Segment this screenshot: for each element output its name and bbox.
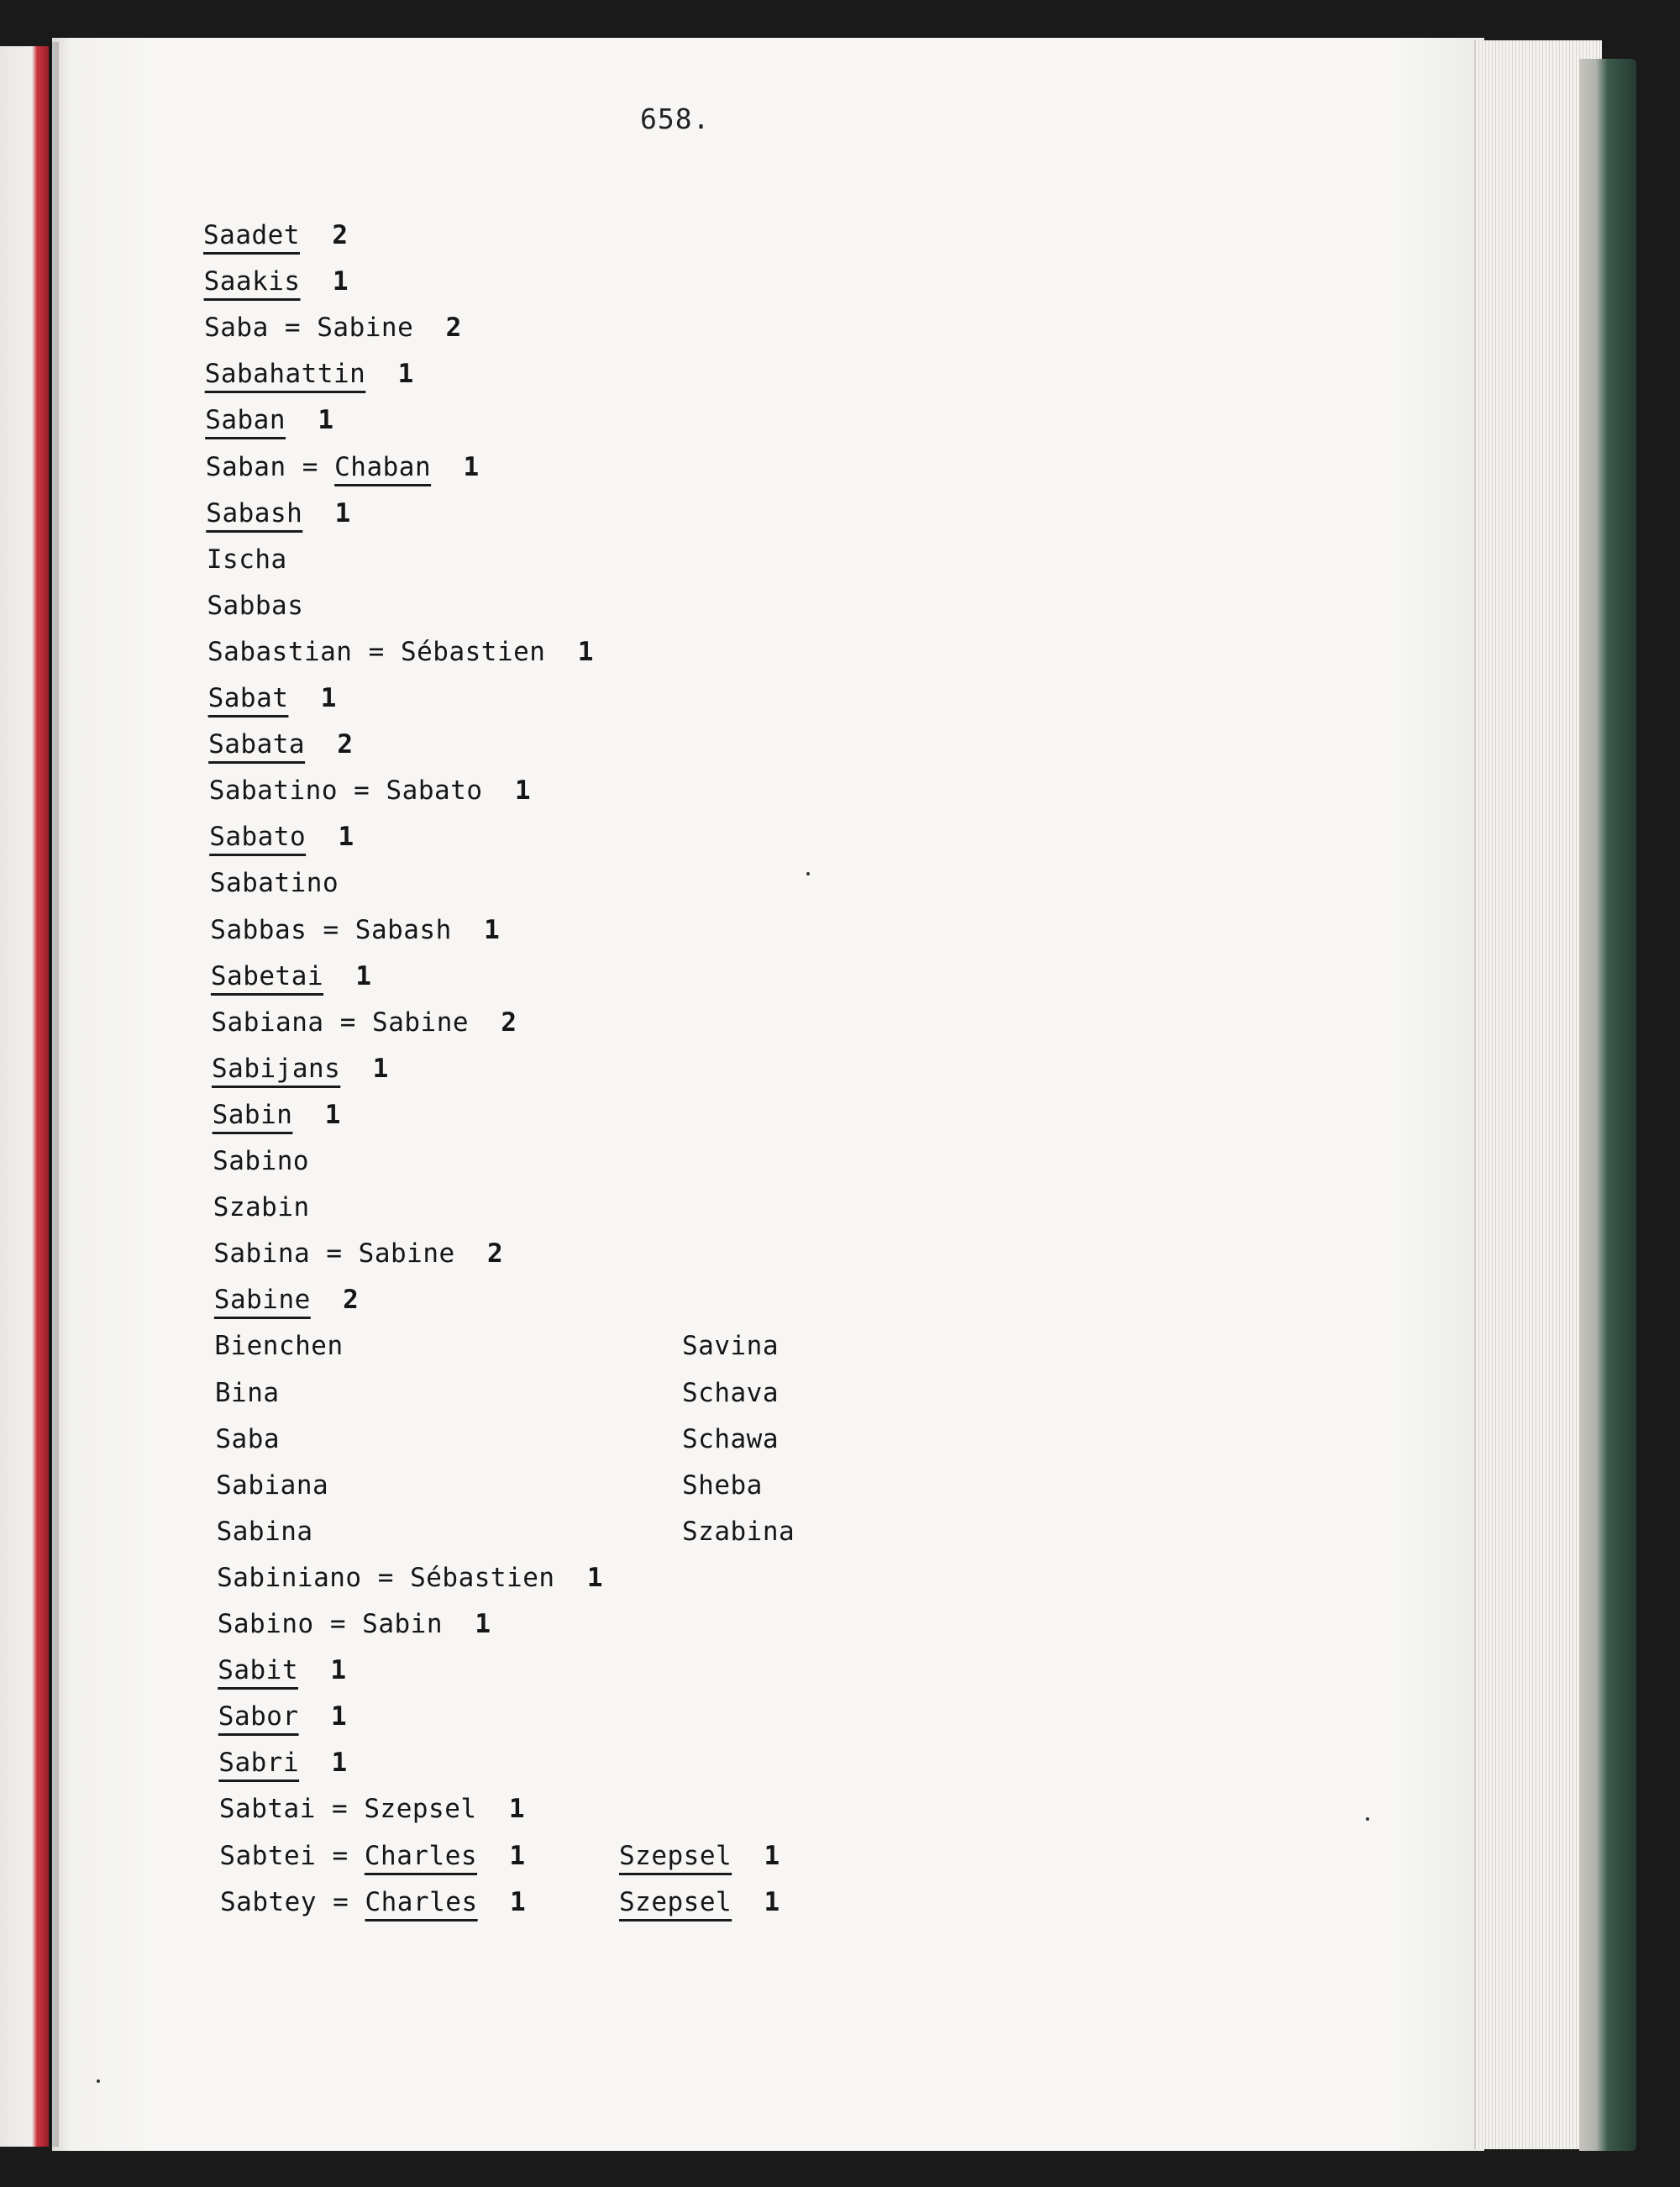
spacer <box>545 637 577 667</box>
index-entry <box>206 498 350 528</box>
occurrence-count: 1 <box>764 1886 780 1917</box>
occurrence-count: 1 <box>484 914 501 945</box>
spacer <box>443 1609 475 1639</box>
spacer <box>732 1887 764 1917</box>
occurrence-count: 1 <box>509 1840 526 1871</box>
occurrence-count: 2 <box>501 1007 517 1038</box>
equals-sign: = <box>310 1238 359 1270</box>
index-entry <box>214 1285 359 1315</box>
entry-name: Sabiana <box>216 1469 329 1501</box>
paper-page <box>52 38 1484 2151</box>
occurrence-count: 1 <box>320 683 337 713</box>
index-entry <box>210 915 500 945</box>
occurrence-count: 1 <box>334 497 351 528</box>
entry-name: Sabine <box>213 1285 311 1316</box>
index-entry <box>213 1146 309 1176</box>
entry-name: Sabato <box>209 822 307 853</box>
equals-sign: = <box>268 313 318 344</box>
occurrence-count: 2 <box>332 220 349 250</box>
index-entry <box>214 1331 343 1361</box>
index-entry <box>218 1701 347 1732</box>
equivalent-name: Sébastien <box>400 636 546 667</box>
entry-name: Sabahattin <box>204 359 366 390</box>
entry-name: Sabtey <box>220 1886 317 1917</box>
variant-name-right-column: Savina <box>682 1331 779 1362</box>
entry-name: Sabata <box>208 729 306 760</box>
occurrence-count: 1 <box>397 359 414 390</box>
entry-name: Sabtai <box>218 1794 316 1825</box>
spacer <box>298 1655 330 1685</box>
paper-speck <box>97 2079 100 2083</box>
spacer <box>431 452 463 482</box>
index-entry <box>207 637 594 667</box>
occurrence-count: 1 <box>764 1840 780 1871</box>
equivalent-name: Sabash <box>354 914 452 945</box>
index-entry <box>207 544 287 575</box>
spacer <box>340 1054 372 1084</box>
occurrence-count: 1 <box>475 1609 491 1639</box>
occurrence-count: 1 <box>324 1099 341 1130</box>
occurrence-count: 1 <box>338 822 354 853</box>
equivalent-name: Sabine <box>358 1238 455 1270</box>
occurrence-count: 2 <box>343 1285 360 1316</box>
spacer <box>452 915 484 945</box>
book-cover-edge <box>1579 59 1636 2151</box>
index-entry <box>211 1007 517 1038</box>
entry-name: Sabbas <box>207 590 304 621</box>
equals-sign: = <box>316 1840 365 1871</box>
occurrence-count: 1 <box>514 775 531 807</box>
occurrence-count: 1 <box>463 451 480 482</box>
entry-name: Sabijans <box>212 1053 341 1084</box>
equals-sign: = <box>313 1609 363 1639</box>
alternate-name: Szepsel <box>619 1886 732 1917</box>
paper-speck <box>806 872 810 875</box>
occurrence-count: 1 <box>331 1748 348 1779</box>
index-entry <box>205 405 333 435</box>
spacer <box>305 729 337 760</box>
spacer <box>286 405 318 435</box>
index-entry <box>209 822 354 852</box>
index-entry <box>218 1655 346 1685</box>
entry-name: Sabina <box>216 1516 313 1547</box>
entry-name: Sabat <box>207 683 289 713</box>
spacer <box>299 1748 331 1778</box>
occurrence-count: 1 <box>372 1053 389 1084</box>
entry-name: Sabino <box>217 1609 314 1639</box>
index-entry <box>217 1517 313 1547</box>
spacer <box>365 359 397 389</box>
spacer <box>477 1794 509 1824</box>
occurrence-count: 1 <box>508 1794 526 1825</box>
equals-sign: = <box>338 775 386 807</box>
spacer <box>302 498 334 528</box>
entry-name: Saakis <box>203 266 301 297</box>
equivalent-name: Sabine <box>317 313 414 344</box>
spacer <box>469 1007 501 1038</box>
equivalent-name: Chaban <box>334 451 432 482</box>
entry-name: Sabatino <box>208 775 338 807</box>
index-entry <box>206 452 480 482</box>
entry-name: Sabri <box>218 1748 300 1779</box>
index-entry <box>203 220 348 250</box>
index-entry <box>211 961 372 991</box>
entry-name: Szabin <box>213 1192 310 1223</box>
occurrence-count: 2 <box>486 1238 504 1270</box>
spacer <box>311 1285 343 1315</box>
spacer <box>288 683 320 713</box>
spacer <box>301 266 333 297</box>
entry-name: Sabina <box>213 1238 311 1270</box>
occurrence-count: 1 <box>318 405 334 436</box>
spacer <box>732 1841 764 1871</box>
equivalent-name: Sébastien <box>410 1562 555 1593</box>
entry-name: Sabino <box>213 1146 310 1176</box>
spacer <box>482 775 514 806</box>
entry-name: Sabor <box>218 1701 299 1732</box>
index-entry <box>205 359 414 389</box>
equals-sign: = <box>315 1794 365 1825</box>
variant-name-right-column: Schava <box>682 1377 779 1408</box>
entry-name: Ischa <box>206 544 287 575</box>
equivalent-name: Szepsel <box>364 1794 477 1825</box>
index-entry <box>216 1470 328 1501</box>
spacer <box>413 313 445 343</box>
equals-sign: = <box>316 1886 365 1917</box>
occurrence-count: 1 <box>586 1562 604 1593</box>
entry-name: Sabiniano <box>217 1562 362 1593</box>
spine-shadow <box>40 42 59 2147</box>
variant-name-right-column: Sheba <box>682 1469 763 1501</box>
entry-name: Bina <box>214 1377 280 1408</box>
index-entry <box>207 591 303 621</box>
index-entry <box>213 1238 503 1269</box>
index-entry-alternate <box>619 1887 780 1917</box>
spacer <box>306 822 338 852</box>
entry-name: Sabash <box>206 497 303 528</box>
entry-name: Sabastian <box>207 636 353 667</box>
entry-name: Sabin <box>212 1099 293 1130</box>
index-entry <box>213 1192 310 1222</box>
occurrence-count: 1 <box>330 1655 347 1686</box>
occurrence-count: 2 <box>337 729 354 760</box>
entry-name: Saba <box>215 1423 281 1454</box>
alternate-name: Szepsel <box>619 1840 732 1871</box>
index-entry <box>219 1794 525 1824</box>
entry-name: Bienchen <box>214 1331 344 1362</box>
index-entry <box>210 868 339 898</box>
spacer <box>300 220 332 250</box>
entry-name: Sabetai <box>210 960 324 991</box>
paper-speck <box>1366 1817 1369 1821</box>
index-entry <box>215 1424 280 1454</box>
variant-name-right-column: Schawa <box>682 1423 779 1454</box>
occurrence-count: 1 <box>577 636 594 667</box>
index-entry <box>208 683 337 713</box>
entry-name: Sabatino <box>209 868 339 899</box>
index-entry <box>220 1887 526 1917</box>
equivalent-name: Charles <box>364 1840 478 1871</box>
equivalent-name: Sabato <box>386 775 483 807</box>
index-entry <box>218 1748 347 1778</box>
index-entry <box>204 266 349 297</box>
occurrence-count: 1 <box>509 1886 527 1917</box>
spacer <box>323 961 355 991</box>
equals-sign: = <box>352 636 401 667</box>
spacer <box>455 1238 487 1269</box>
index-entry <box>212 1054 389 1084</box>
entry-name: Saban <box>205 451 286 482</box>
index-entry <box>213 1100 341 1130</box>
page-number: 658. <box>640 103 711 135</box>
spacer <box>292 1100 324 1130</box>
equivalent-name: Sabine <box>372 1007 470 1038</box>
index-entry <box>204 313 462 343</box>
entry-name: Sabbas <box>210 914 307 945</box>
occurrence-count: 2 <box>445 313 462 344</box>
entry-name: Sabiana <box>211 1007 324 1038</box>
entry-name: Saba <box>204 313 269 344</box>
equals-sign: = <box>361 1562 411 1593</box>
occurrence-count: 1 <box>332 266 349 297</box>
index-entry <box>218 1609 491 1639</box>
entry-name: Saban <box>205 405 286 436</box>
spacer <box>555 1563 587 1593</box>
entry-name: Sabit <box>218 1655 299 1686</box>
index-entry <box>215 1378 280 1408</box>
equals-sign: = <box>323 1007 373 1038</box>
variant-name-right-column: Szabina <box>682 1516 795 1547</box>
equivalent-name: Sabin <box>362 1609 443 1639</box>
entry-name: Sabtei <box>219 1840 317 1871</box>
index-entry <box>217 1563 603 1593</box>
spacer <box>478 1887 510 1917</box>
index-entry <box>208 729 353 760</box>
index-entry <box>209 775 531 806</box>
entry-name: Saadet <box>203 220 300 250</box>
equals-sign: = <box>307 914 355 945</box>
index-entry-alternate <box>619 1841 780 1871</box>
spacer <box>299 1701 331 1732</box>
index-entry <box>219 1841 525 1871</box>
equivalent-name: Charles <box>365 1886 478 1917</box>
spacer <box>477 1841 509 1871</box>
occurrence-count: 1 <box>330 1701 348 1732</box>
occurrence-count: 1 <box>355 960 372 991</box>
equals-sign: = <box>286 451 335 482</box>
